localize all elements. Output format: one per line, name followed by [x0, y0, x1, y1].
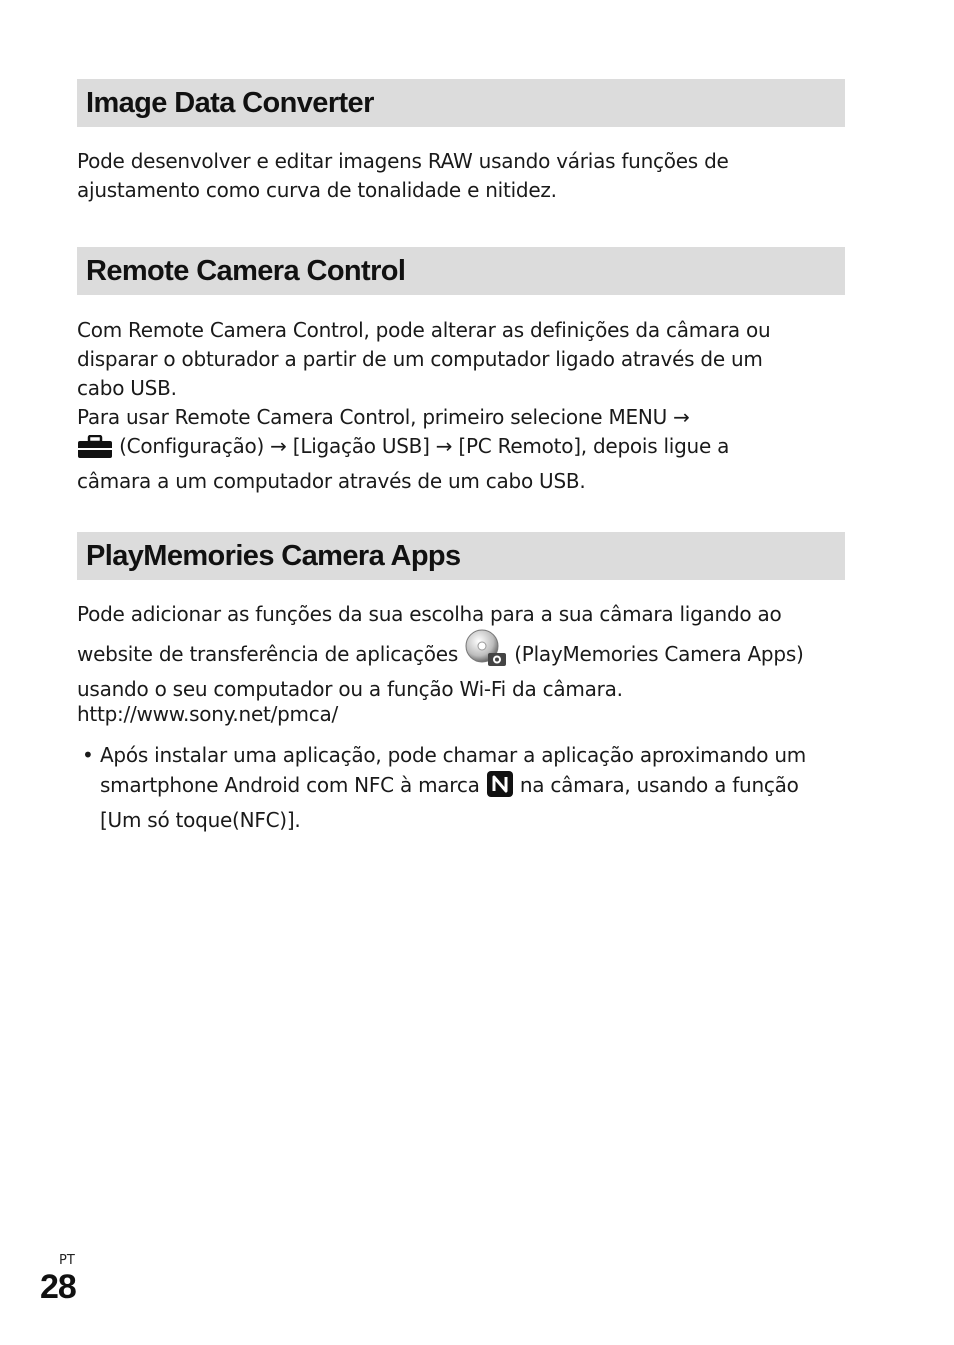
text-line — [77, 432, 857, 467]
page-number: 28 — [40, 1268, 76, 1306]
text-line: Pode desenvolver e editar imagens RAW usando várias funções de — [77, 149, 729, 173]
section-title: Remote Camera Control — [86, 255, 406, 287]
section-header-remote-camera-control — [77, 247, 845, 295]
text-line: [Um só toque(NFC)]. — [100, 808, 301, 832]
section-header-image-data-converter — [77, 79, 845, 127]
url-text — [77, 700, 857, 729]
text-fragment: website de transferência de aplicações — [77, 642, 459, 666]
paragraph-playmemories — [77, 600, 857, 704]
section-title: Image Data Converter — [86, 87, 374, 119]
text-line: Após instalar uma aplicação, pode chamar a aplicação aproximando um — [100, 743, 806, 767]
text-fragment: smartphone Android com NFC à marca — [100, 773, 480, 797]
playmemories-apps-icon — [464, 629, 508, 675]
n-mark-icon — [486, 770, 514, 806]
text-line: cabo USB. — [77, 376, 177, 400]
arrow-right-icon: → — [673, 405, 690, 429]
bullet-icon: • — [82, 743, 94, 767]
text-line: usando o seu computador ou a função Wi-Fi da câmara. — [77, 677, 623, 701]
text-line: ajustamento como curva de tonalidade e nitidez. — [77, 178, 557, 202]
bullet-item — [77, 741, 857, 835]
toolbox-icon — [77, 435, 113, 467]
text-line: câmara a um computador através de um cabo USB. — [77, 469, 586, 493]
text-fragment: na câmara, usando a função — [519, 773, 799, 797]
text-line — [100, 770, 857, 806]
section-title: PlayMemories Camera Apps — [86, 540, 461, 572]
arrow-right-icon: → — [270, 434, 287, 458]
url-link[interactable]: http://www.sony.net/pmca/ — [77, 702, 339, 726]
text-line — [77, 629, 857, 675]
arrow-right-icon: → — [435, 434, 453, 458]
text-line — [77, 403, 857, 432]
bullet-text — [100, 741, 857, 835]
section-header-playmemories-camera-apps — [77, 532, 845, 580]
text-line: disparar o obturador a partir de um computador ligado através de um — [77, 347, 763, 371]
instruction-text: Para usar Remote Camera Control, primeiro selecione MENU — [77, 405, 667, 429]
language-label: PT — [59, 1253, 75, 1268]
setup-label: (Configuração) — [119, 434, 265, 458]
text-line: Com Remote Camera Control, pode alterar as definições da câmara ou — [77, 318, 771, 342]
text-fragment: (PlayMemories Camera Apps) — [514, 642, 804, 666]
paragraph-image-data-converter — [77, 147, 857, 205]
paragraph-remote-camera-control — [77, 316, 857, 496]
text-line: Pode adicionar as funções da sua escolha para a sua câmara ligando ao — [77, 602, 782, 626]
usb-connection-label: [Ligação USB] — [292, 434, 430, 458]
pc-remote-label: [PC Remoto], depois ligue a — [458, 434, 730, 458]
